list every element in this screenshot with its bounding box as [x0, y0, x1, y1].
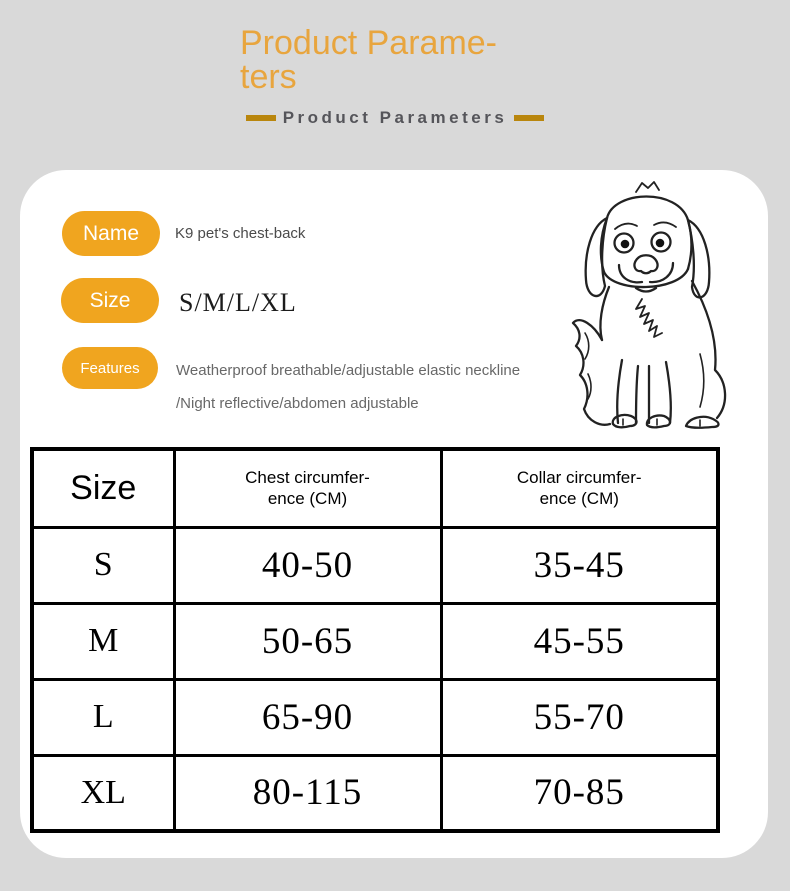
size-cell: M — [32, 603, 174, 679]
chest-cell: 80-115 — [174, 755, 441, 831]
collar-cell: 70-85 — [441, 755, 718, 831]
column-header-chest: Chest circumfer- ence (CM) — [174, 449, 441, 527]
size-badge — [61, 278, 159, 323]
page-title-line-2: ters — [240, 58, 297, 96]
column-header-size: Size — [32, 449, 174, 527]
column-header-collar: Collar circumfer- ence (CM) — [441, 449, 718, 527]
size-value: S/M/L/XL — [179, 288, 297, 317]
collar-cell: 45-55 — [441, 603, 718, 679]
chest-cell: 65-90 — [174, 679, 441, 755]
parameters-card — [20, 170, 768, 858]
features-value-line-1: Weatherproof breathable/adjustable elastic neckline — [176, 362, 521, 379]
name-value: K9 pet's chest-back — [175, 225, 306, 242]
size-cell: L — [32, 679, 174, 755]
collar-cell: 35-45 — [441, 527, 718, 603]
page-title-line-1: Product Parame- — [240, 24, 497, 62]
table-row-s — [32, 527, 718, 603]
section-subtitle-label: Product Parameters — [282, 108, 508, 127]
size-badge-label: Size — [89, 288, 131, 312]
size-cell: XL — [32, 755, 174, 831]
features-badge — [62, 347, 158, 389]
size-cell: S — [32, 527, 174, 603]
table-row-m — [32, 603, 718, 679]
left-dash-decoration — [246, 115, 276, 121]
size-chart-table — [30, 447, 720, 833]
name-badge-label: Name — [82, 221, 140, 245]
name-badge — [62, 211, 160, 256]
right-dash-decoration — [514, 115, 544, 121]
section-subtitle — [0, 108, 790, 128]
puppy-line-drawing — [552, 176, 738, 432]
table-row-l — [32, 679, 718, 755]
features-badge-label: Features — [80, 359, 140, 377]
page-title — [240, 26, 540, 94]
features-value — [176, 354, 520, 420]
features-value-line-2: /Night reflective/abdomen adjustable — [176, 395, 419, 412]
chest-cell: 40-50 — [174, 527, 441, 603]
chest-cell: 50-65 — [174, 603, 441, 679]
size-chart-header-row — [32, 449, 718, 527]
table-row-xl — [32, 755, 718, 831]
collar-cell: 55-70 — [441, 679, 718, 755]
